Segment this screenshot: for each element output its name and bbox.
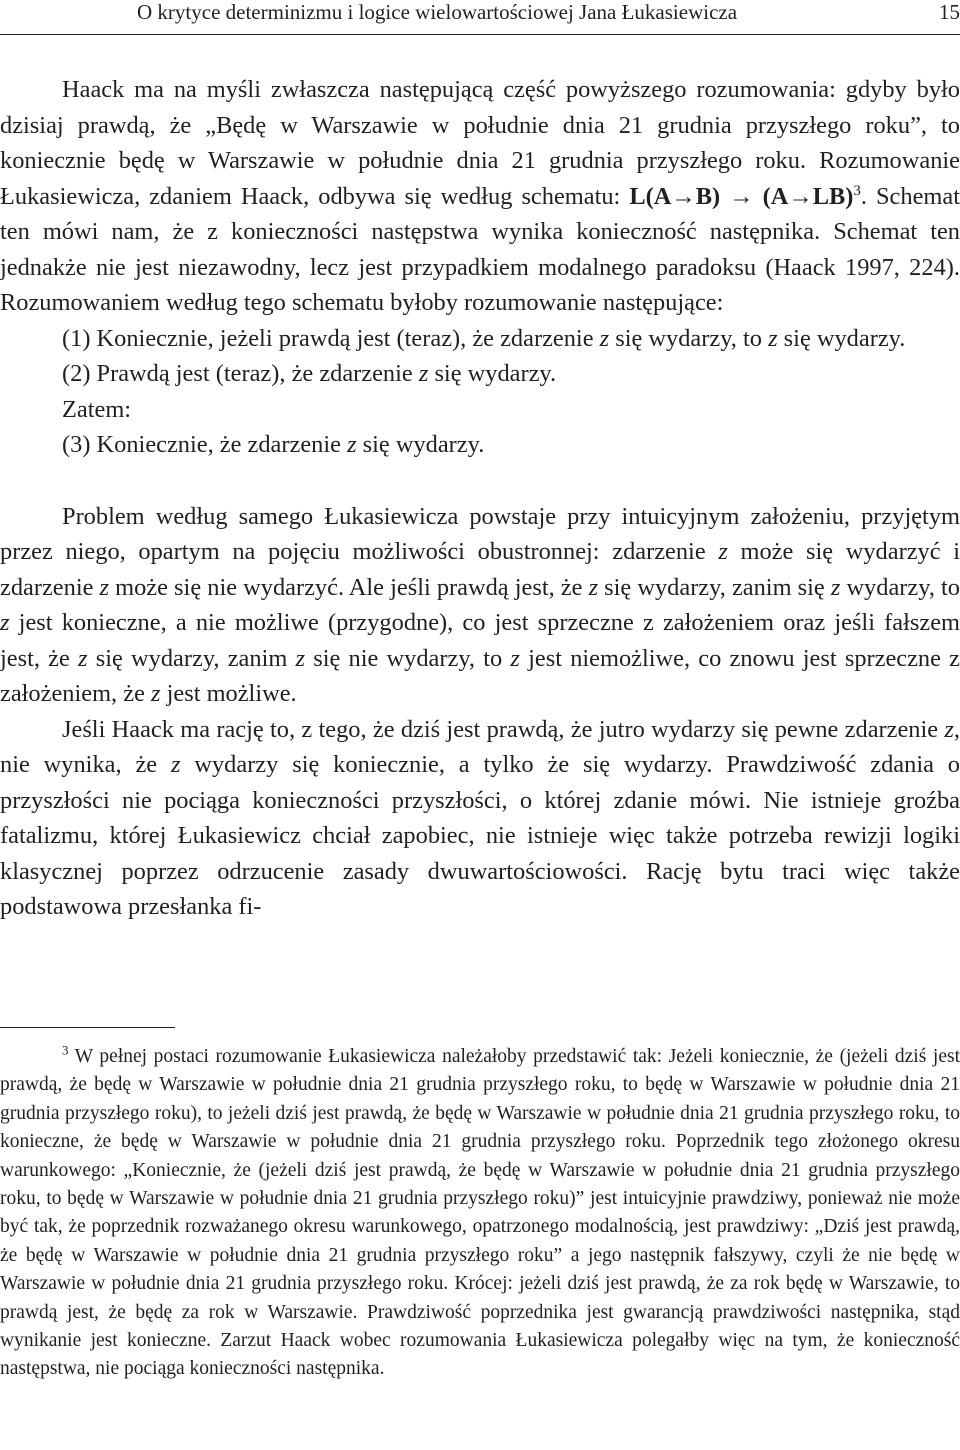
- paragraph-1: Haack ma na myśli zwłaszcza następującą część powyższego rozumowania: gdyby było dzisiaj prawdą, że „Będę w Warszawie w południe dnia 21 grudnia przyszłego roku”, to koniecznie będę w Warszawie w południe dnia 21 grudnia przyszłego roku. Rozumowanie Łukasiewicza, zdaniem Haack, odbywa się według schematu: $L(A\to B) \to (A\to LB)^3$. Schemat ten mówi nam, że z konieczności następstwa wynika konieczność następnika. Schemat ten jednakże nie jest niezawodny, lecz jest przypadkiem modalnego paradoksu (Haack 1997, 224). Rozumowaniem według tego schematu byłoby rozumowanie następujące:: [0, 76, 960, 316]
- therefore-label: Zatem:: [62, 395, 132, 423]
- premise-2: (2) Prawdą jest (teraz), że zdarzenie z się wydarzy.: [62, 360, 557, 387]
- argument-list: [0, 321, 960, 463]
- main-text: [0, 72, 960, 925]
- footnote-text: W pełnej postaci rozumowanie Łukasiewicza należałoby przedstawić tak: Jeżeli koniecznie, że (jeżeli dziś jest prawdą, że będę w Warszawie w południe dnia 21 grudnia przyszłego roku, to będę w Warszawie w południe dnia 21 grudnia przyszłego roku), to jeżeli dziś jest prawdą, że będę w Warszawie w południe dnia 21 grudnia przyszłego roku, to konieczne, że będę w Warszawie w południe dnia 21 grudnia przyszłego roku. Poprzednik tego złożonego okresu warunkowego: „Koniecznie, że (jeżeli dziś jest prawdą, że będę w Warszawie w południe dnia 21 grudnia przyszłego roku, to będę w Warszawie w południe dnia 21 grudnia przyszłego roku)” jest intuicyjnie prawdziwy, ponieważ nie może być tak, że poprzednik rozważanego okresu warunkowego, opatrzonego modalnością, jest prawdziwy: „Dziś jest prawdą, że będę w Warszawie w południe dnia 21 grudnia przyszłego roku” a jego następnik fałszywy, czyli że nie będę w Warszawie w południe dnia 21 grudnia przyszłego roku. Krócej: jeżeli dziś jest prawdą, że za rok będę w Warszawie, to prawdą jest, że będę za rok w Warszawie. Prawdziwość poprzednika jest gwarancją prawdziwości następnika, stąd wynikanie jest konieczne. Zarzut Haack wobec rozumowania Łukasiewicza polegałby więc na tym, że konieczność następstwa, nie pociąga konieczności następnika.: [0, 1046, 960, 1380]
- premise-1: (1) Koniecznie, jeżeli prawdą jest (teraz), że zdarzenie z się wydarzy, to z się wydarzy.: [62, 324, 906, 352]
- conclusion: (3) Koniecznie, że zdarzenie z się wydarzy.: [62, 431, 485, 458]
- paragraph-3: Jeśli Haack ma rację to, z tego, że dziś jest prawdą, że jutro wydarzy się pewne zdarzenie z, nie wynika, że z wydarzy się koniecznie, a tylko że się wydarzy. Prawdziwość zdania o przyszłości nie pociąga konieczności przyszłości, o której zdanie mówi. Nie istnieje groźba fatalizmu, której Łukasiewicz chciał zapobiec, nie istnieje więc także potrzeba rewizji logiki klasycznej poprzez odrzucenie zasady dwuwartościowości. Rację bytu traci więc także podstawowa przesłanka fi-: [0, 715, 960, 920]
- footnote-mark: 3: [62, 1042, 69, 1058]
- page-number: 15: [939, 0, 960, 24]
- footnote-3: [0, 1043, 960, 1384]
- running-title: O krytyce determinizmu i logice wielowartościowej Jana Łukasiewicza: [137, 0, 738, 24]
- modal-formula: L(A→B) → (A→LB): [629, 182, 854, 210]
- paragraph-2: Problem według samego Łukasiewicza powstaje przy intuicyjnym założeniu, przyjętym przez niego, opartym na pojęciu możliwości obustronnej: zdarzenie z może się wydarzyć i zdarzenie z może się nie wydarzyć. Ale jeśli prawdą jest, że z się wydarzy, zanim się z wydarzy, to z jest konieczne, a nie możliwe (przygodne), co jest sprzeczne z założeniem oraz jeśli fałszem jest, że z się wydarzy, zanim z się nie wydarzy, to z jest niemożliwe, co znowu jest sprzeczne z założeniem, że z jest możliwe.: [0, 502, 960, 707]
- running-header: [0, 0, 960, 40]
- footnote-ref[interactable]: 3: [853, 182, 861, 199]
- footnote-rule: [0, 1027, 175, 1028]
- header-rule: [0, 34, 960, 35]
